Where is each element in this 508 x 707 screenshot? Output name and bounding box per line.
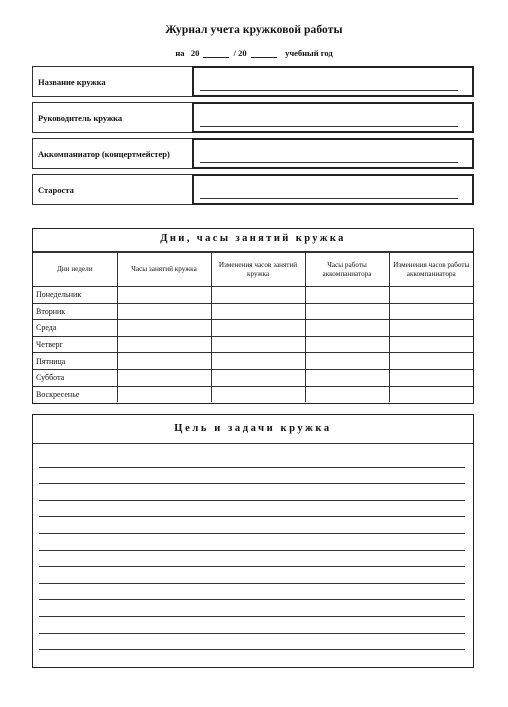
table-cell[interactable] <box>305 320 389 337</box>
table-cell[interactable] <box>211 353 305 370</box>
monitor-label: Староста <box>32 174 192 205</box>
goal-lines[interactable] <box>39 451 465 650</box>
table-cell[interactable] <box>305 287 389 304</box>
day-cell: Суббота <box>33 369 117 386</box>
table-row <box>33 353 473 370</box>
table-row <box>33 336 473 353</box>
academic-year-line <box>0 48 508 58</box>
club-leader-row <box>32 102 474 133</box>
table-cell[interactable] <box>117 386 211 402</box>
column-header: Часы занятий кружка <box>117 253 211 287</box>
table-cell[interactable] <box>305 336 389 353</box>
table-row <box>33 287 473 304</box>
year-prefix: на <box>175 48 185 58</box>
table-cell[interactable] <box>117 287 211 304</box>
year-start-blank[interactable] <box>203 48 229 58</box>
table-cell[interactable] <box>211 320 305 337</box>
schedule-section <box>32 228 474 404</box>
day-cell: Пятница <box>33 353 117 370</box>
year-end-blank[interactable] <box>251 48 277 58</box>
club-name-field[interactable] <box>192 66 474 97</box>
accompanist-label: Аккомпаниатор (концертмейстер) <box>32 138 192 169</box>
goal-writing-line[interactable] <box>39 517 465 534</box>
day-cell: Среда <box>33 320 117 337</box>
goal-writing-line[interactable] <box>39 634 465 651</box>
day-cell: Воскресенье <box>33 386 117 402</box>
table-cell[interactable] <box>211 386 305 402</box>
table-cell[interactable] <box>389 320 473 337</box>
year-start-prefix: 20 <box>190 48 200 58</box>
club-info-section <box>32 66 474 210</box>
table-cell[interactable] <box>389 287 473 304</box>
table-cell[interactable] <box>211 336 305 353</box>
table-cell[interactable] <box>305 353 389 370</box>
table-row <box>33 303 473 320</box>
goal-writing-line[interactable] <box>39 534 465 551</box>
column-header: Часы работы аккомпаниатора <box>305 253 389 287</box>
table-cell[interactable] <box>211 369 305 386</box>
table-cell[interactable] <box>389 336 473 353</box>
table-cell[interactable] <box>389 386 473 402</box>
table-cell[interactable] <box>117 320 211 337</box>
day-cell: Четверг <box>33 336 117 353</box>
goals-title: Цель и задачи кружка <box>33 415 473 444</box>
goal-writing-line[interactable] <box>39 617 465 634</box>
club-name-row <box>32 66 474 97</box>
column-header: Изменения часов работы аккомпаниатора <box>389 253 473 287</box>
page-title: Журнал учета кружковой работы <box>165 24 343 36</box>
table-cell[interactable] <box>211 287 305 304</box>
goals-section <box>32 414 474 668</box>
table-cell[interactable] <box>117 369 211 386</box>
table-cell[interactable] <box>117 353 211 370</box>
goal-writing-line[interactable] <box>39 551 465 568</box>
table-cell[interactable] <box>389 369 473 386</box>
club-leader-label: Руководитель кружка <box>32 102 192 133</box>
accompanist-row <box>32 138 474 169</box>
day-cell: Понедельник <box>33 287 117 304</box>
table-cell[interactable] <box>305 369 389 386</box>
goal-writing-line[interactable] <box>39 451 465 468</box>
accompanist-field[interactable] <box>192 138 474 169</box>
schedule-title: Дни, часы занятий кружка <box>33 229 473 252</box>
monitor-row <box>32 174 474 205</box>
table-row <box>33 369 473 386</box>
table-cell[interactable] <box>389 353 473 370</box>
schedule-table <box>33 252 473 402</box>
table-row <box>33 320 473 337</box>
club-name-line <box>200 90 458 91</box>
day-cell: Вторник <box>33 303 117 320</box>
year-suffix: учебный год <box>285 48 333 58</box>
table-cell[interactable] <box>117 336 211 353</box>
table-row <box>33 386 473 402</box>
monitor-line <box>200 198 458 199</box>
club-leader-line <box>200 126 458 127</box>
goal-writing-line[interactable] <box>39 600 465 617</box>
year-separator: / <box>233 48 236 58</box>
year-end-prefix: 20 <box>238 48 247 58</box>
table-cell[interactable] <box>305 303 389 320</box>
goal-writing-line[interactable] <box>39 567 465 584</box>
accompanist-line <box>200 162 458 163</box>
club-leader-field[interactable] <box>192 102 474 133</box>
goal-writing-line[interactable] <box>39 584 465 601</box>
column-header: Изменения часов занятий кружка <box>211 253 305 287</box>
table-cell[interactable] <box>211 303 305 320</box>
goal-writing-line[interactable] <box>39 501 465 518</box>
goal-writing-line[interactable] <box>39 484 465 501</box>
table-cell[interactable] <box>389 303 473 320</box>
table-cell[interactable] <box>117 303 211 320</box>
column-header: Дни недели <box>33 253 117 287</box>
table-cell[interactable] <box>305 386 389 402</box>
club-name-label: Название кружка <box>32 66 192 97</box>
monitor-field[interactable] <box>192 174 474 205</box>
goal-writing-line[interactable] <box>39 468 465 485</box>
schedule-header-row <box>33 253 473 287</box>
